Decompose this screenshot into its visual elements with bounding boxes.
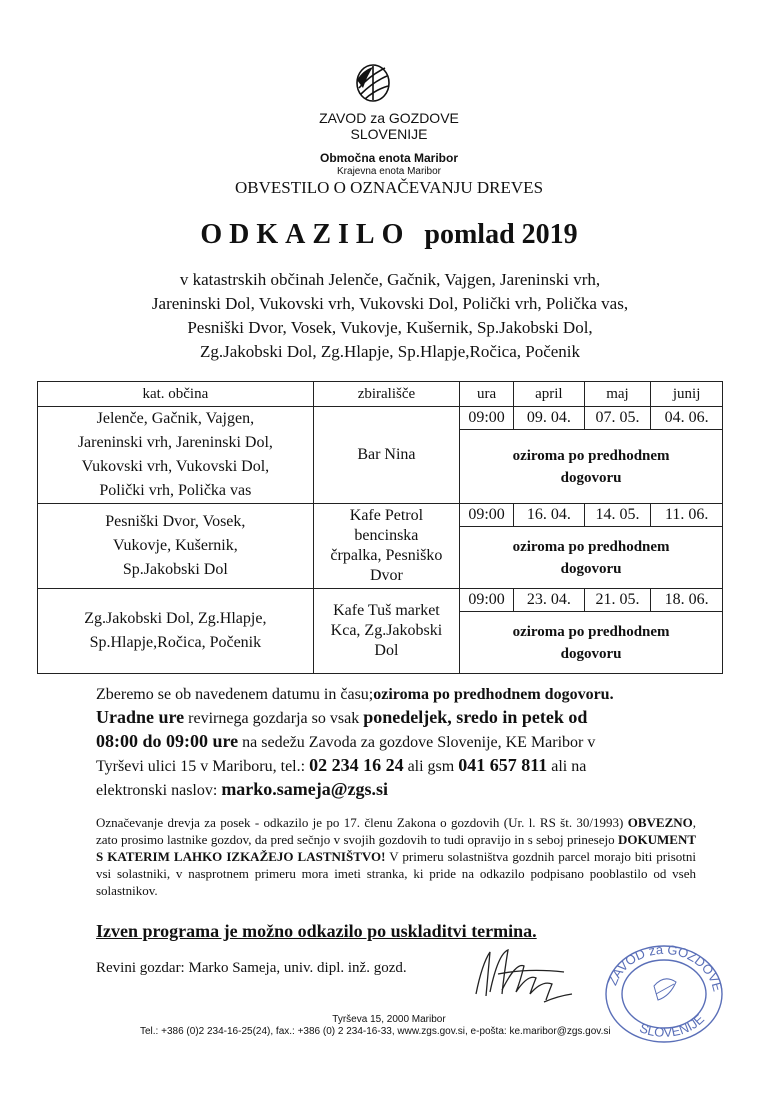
email-label: elektronski naslov: — [96, 782, 222, 799]
signature-image — [468, 944, 578, 1014]
cell-junij: 04. 06. — [651, 407, 723, 430]
intro-line: Pesniški Dvor, Vosek, Vukovje, Kušernik, Sp.Jakobski Dol, — [187, 318, 593, 337]
zbiralisce-line: Kafe Petrol — [349, 507, 424, 524]
footer-contacts: Tel.: +386 (0)2 234-16-25(24), fax.: +386 (0) 2 234-16-33, www.zgs.gov.si, e-pošta: ke.maribor@zgs.gov.si — [140, 1026, 611, 1037]
header-april: april — [514, 382, 585, 407]
obcina-line: Vukovski vrh, Vukovski Dol, — [81, 458, 270, 475]
note-line: oziroma po predhodnem — [512, 447, 670, 464]
cell-april: 16. 04. — [514, 504, 585, 527]
gsm-text: ali gsm — [403, 758, 459, 775]
header-kat-obcina: kat. občina — [38, 382, 314, 407]
address-text-2: Tyrševi ulici 15 v Mariboru, tel.: — [96, 758, 310, 775]
phone-line — [96, 754, 716, 778]
cell-junij: 18. 06. — [651, 589, 723, 612]
obcina-line: Vukovje, Kušernik, — [112, 537, 238, 554]
cell-junij: 11. 06. — [651, 504, 723, 527]
cadastral-intro — [90, 268, 690, 364]
hours-line — [96, 730, 716, 754]
email-line — [96, 778, 716, 802]
cell-note — [460, 430, 723, 504]
office-hours-line — [96, 706, 716, 730]
org-name-line1: ZAVOD za GOZDOVE — [319, 110, 459, 126]
note-line: oziroma po predhodnem — [512, 623, 670, 640]
obcina-line: Jelenče, Gačnik, Vajgen, — [96, 410, 255, 427]
table-row — [38, 589, 723, 612]
header-maj: maj — [584, 382, 651, 407]
zbiralisce-line: Dvor — [369, 567, 403, 584]
intro-line: Jareninski Dol, Vukovski vrh, Vukovski Dol, Polički vrh, Polička vas, — [151, 294, 629, 313]
extra-program-note: Izven programa je možno odkazilo po uskladitvi termina. — [96, 921, 537, 941]
zbiralisce-line: črpalka, Pesniško — [330, 547, 443, 564]
cell-april: 09. 04. — [514, 407, 585, 430]
zgs-logo-icon — [345, 58, 401, 108]
law-bold: DOKUMENT S KATERIM LAHKO IZKAŽEJO LASTNIŠTVO! — [96, 832, 696, 864]
cell-maj: 14. 05. — [584, 504, 651, 527]
meeting-line — [96, 683, 716, 706]
stamp-text-top: ZAVOD za GOZDOVE — [604, 941, 726, 993]
cell-maj: 21. 05. — [584, 589, 651, 612]
obcina-line: Pesniški Dvor, Vosek, — [105, 513, 246, 530]
zbiralisce-line: bencinska — [354, 527, 419, 544]
cell-zbiralisce — [313, 504, 459, 589]
stamp-text-bottom: SLOVENIJE — [637, 1011, 708, 1040]
obcina-line: Polički vrh, Polička vas — [99, 482, 252, 499]
cell-ura: 09:00 — [460, 407, 514, 430]
note-line: dogovoru — [560, 469, 622, 486]
cell-obcina — [38, 504, 314, 589]
meet-text: Zberemo se ob navedenem datumu in času; — [96, 686, 374, 703]
email-address: marko.sameja@zgs.si — [221, 779, 389, 799]
cell-obcina — [38, 407, 314, 504]
table-row — [38, 504, 723, 527]
law-text: V primeru solastništva gozdnih parcel morajo biti prisotni vsi solastniki, v nasprotnem primeru mora imeti stranka, ki pride na odkazilo podpisano pooblastilo od vseh solastnikov. — [96, 849, 696, 898]
zbiralisce-line: Kafe Tuš market — [333, 602, 440, 619]
signature-label: Revini gozdar: Marko Sameja, univ. dipl. inž. gozd. — [96, 960, 407, 976]
obcina-line: Zg.Jakobski Dol, Zg.Hlapje, — [84, 610, 267, 627]
law-bold: OBVEZNO — [627, 815, 693, 830]
intro-line: Zg.Jakobski Dol, Zg.Hlapje, Sp.Hlapje,Ročica, Počenik — [199, 342, 581, 361]
footer-address: Tyrševa 15, 2000 Maribor — [332, 1014, 446, 1025]
local-unit: Krajevna enota Maribor — [337, 166, 441, 177]
obcina-line: Jareninski vrh, Jareninski Dol, — [77, 434, 273, 451]
zbiralisce-line: Dol — [374, 642, 399, 659]
note-line: dogovoru — [560, 645, 622, 662]
regional-unit: Območna enota Maribor — [319, 151, 459, 165]
cell-april: 23. 04. — [514, 589, 585, 612]
cell-obcina — [38, 589, 314, 674]
header-ura: ura — [460, 382, 514, 407]
cell-note — [460, 527, 723, 589]
meet-bold: oziroma po predhodnem dogovoru. — [373, 686, 614, 703]
table-header-row — [38, 382, 723, 407]
gsm-number: 041 657 811 — [458, 755, 548, 775]
note-line: oziroma po predhodnem — [512, 538, 670, 555]
office-hours-label: Uradne ure — [96, 707, 185, 727]
phone-number: 02 234 16 24 — [309, 755, 404, 775]
notice-heading: OBVESTILO O OZNAČEVANJU DREVES — [234, 178, 544, 197]
cell-zbiralisce — [313, 407, 459, 504]
address-text: na sedežu Zavoda za gozdove Slovenije, KE Maribor v — [238, 734, 596, 751]
law-text: Označevanje drevja za posek - odkazilo je po 17. členu Zakona o gozdovih (Ur. l. RS št. 30/1993) — [96, 815, 628, 830]
org-name-line2: SLOVENIJE — [350, 126, 428, 142]
zbiralisce-line: Bar Nina — [357, 446, 416, 463]
schedule-table — [37, 381, 723, 674]
page-title — [0, 219, 778, 251]
or-text: ali na — [547, 758, 587, 775]
office-days: ponedeljek, sredo in petek od — [363, 707, 588, 727]
table-row — [38, 407, 723, 430]
cell-zbiralisce — [313, 589, 459, 674]
header-junij: junij — [651, 382, 723, 407]
cell-maj: 07. 05. — [584, 407, 651, 430]
title-season: pomlad 2019 — [424, 219, 578, 250]
intro-line: v katastrskih občinah Jelenče, Gačnik, Vajgen, Jareninski vrh, — [179, 270, 601, 289]
note-line: dogovoru — [560, 560, 622, 577]
cell-ura: 09:00 — [460, 589, 514, 612]
meeting-info — [96, 683, 716, 802]
official-stamp — [592, 938, 732, 1044]
law-notice — [96, 814, 696, 899]
header-zbiralisce: zbirališče — [313, 382, 459, 407]
obcina-line: Sp.Jakobski Dol — [122, 561, 228, 578]
cell-note — [460, 612, 723, 674]
obcina-line: Sp.Hlapje,Ročica, Počenik — [89, 634, 262, 651]
zbiralisce-line: Kca, Zg.Jakobski — [330, 622, 443, 639]
office-text: revirnega gozdarja so vsak — [184, 710, 364, 727]
cell-ura: 09:00 — [460, 504, 514, 527]
office-hours: 08:00 do 09:00 ure — [96, 731, 239, 751]
title-odkazilo: ODKAZILO — [200, 219, 411, 250]
law-text: , zato prosimo lastnike gozdov, da pred sečnjo v svojih gozdovih to tudi opravijo in s seboj prinesejo — [96, 815, 696, 847]
